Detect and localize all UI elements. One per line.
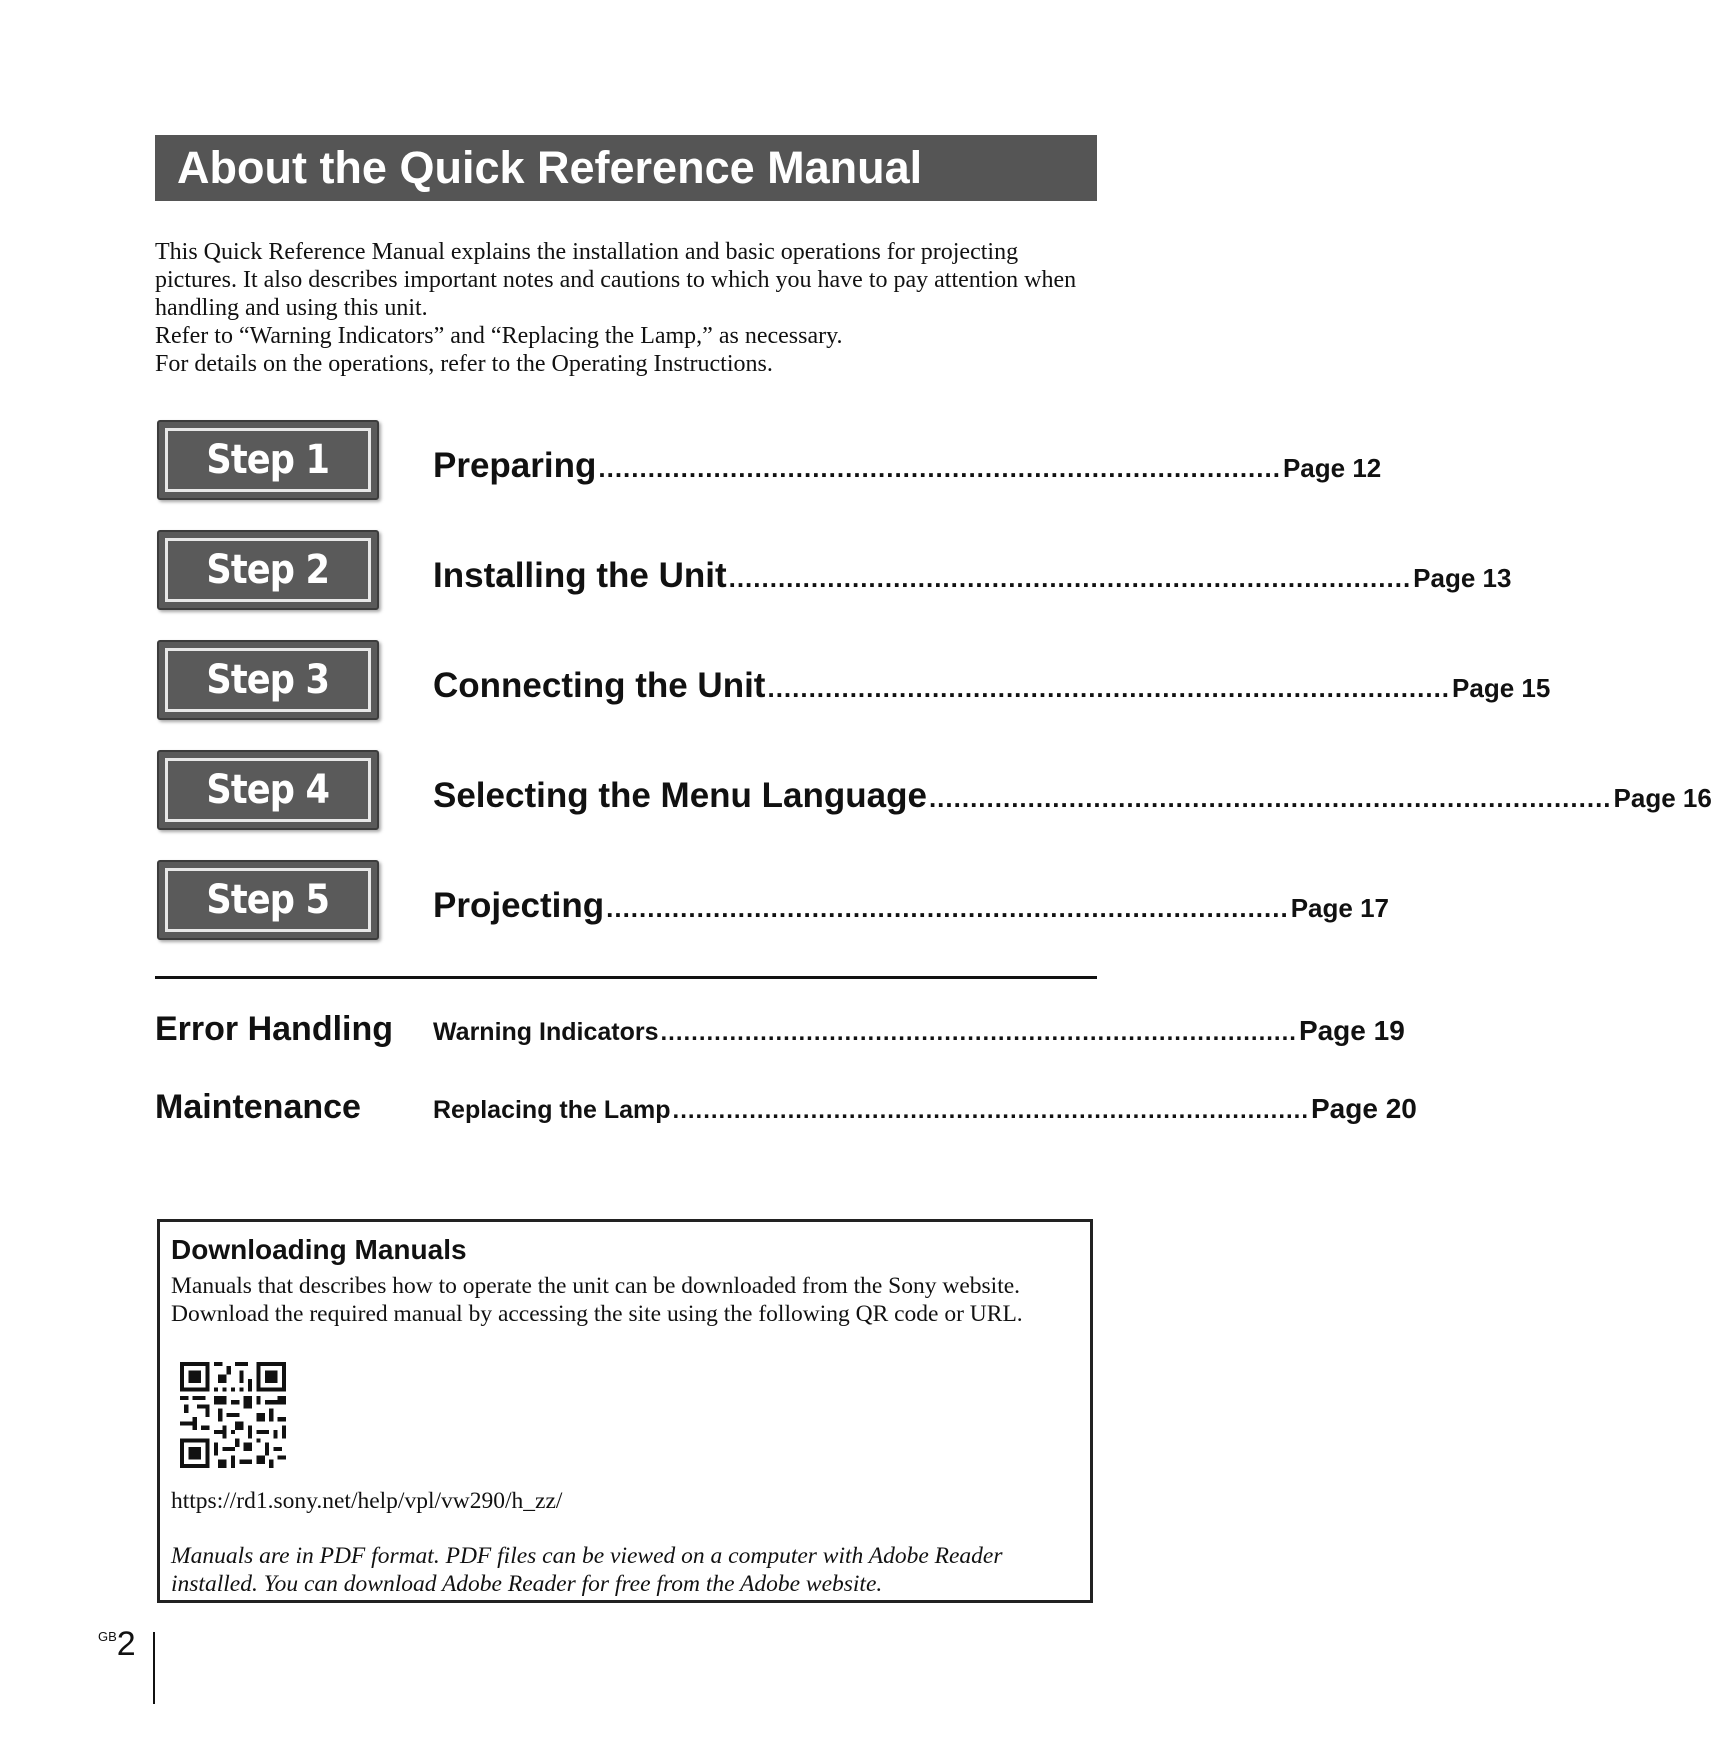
step-badge	[157, 860, 379, 940]
toc-step-3	[155, 638, 1551, 722]
toc-maintenance	[155, 1083, 1417, 1133]
toc-page: Page 15	[1452, 673, 1551, 703]
page-title: About the Quick Reference Manual	[155, 135, 1097, 201]
page-region-code: GB	[98, 1629, 117, 1644]
toc-leader: ...................................................................................	[928, 783, 1612, 813]
toc-title: Replacing the Lamp	[433, 1096, 671, 1124]
toc-leader: ...................................................................................	[767, 673, 1451, 703]
intro-line: handling and using this unit.	[155, 295, 428, 321]
download-note-line: Manuals are in PDF format. PDF files can be viewed on a computer with Adobe Reader	[171, 1543, 1003, 1569]
toc-leader: ...................................................................................	[660, 1019, 1297, 1046]
intro-line: This Quick Reference Manual explains the installation and basic operations for projecting	[155, 239, 1019, 265]
toc-leader: ...................................................................................	[606, 893, 1289, 923]
toc-category: Maintenance	[155, 1088, 361, 1126]
toc-leader: ...................................................................................	[672, 1097, 1309, 1124]
intro-line: Refer to “Warning Indicators” and “Replacing the Lamp,” as necessary.	[155, 323, 843, 349]
toc-page: Page 17	[1290, 893, 1389, 923]
step-label: Step 1	[206, 437, 330, 483]
page-number-value: 2	[116, 1625, 136, 1663]
toc-title: Preparing	[433, 446, 597, 485]
download-body-line: Download the required manual by accessing the site using the following QR code or URL.	[171, 1301, 1023, 1327]
toc-category: Error Handling	[155, 1010, 394, 1048]
step-badge	[157, 530, 379, 610]
toc-title: Installing the Unit	[433, 556, 727, 595]
step-label: Step 5	[206, 877, 330, 923]
page-margin-rule	[153, 1632, 155, 1704]
qr-code-icon[interactable]	[180, 1362, 286, 1468]
toc-title: Selecting the Menu Language	[433, 776, 927, 815]
download-manuals-box	[157, 1219, 1093, 1603]
toc-leader: ...................................................................................	[598, 453, 1281, 483]
toc-page: Page 13	[1413, 563, 1512, 593]
step-badge	[157, 640, 379, 720]
download-body-line: Manuals that describes how to operate the unit can be downloaded from the Sony website.	[171, 1273, 1021, 1299]
toc-leader: ...................................................................................	[728, 563, 1412, 593]
toc-step-1	[155, 418, 1382, 502]
step-label: Step 3	[206, 657, 330, 703]
toc-step-2	[155, 528, 1512, 612]
intro-line: For details on the operations, refer to the Operating Instructions.	[155, 351, 773, 377]
step-badge	[157, 750, 379, 830]
download-note-line: installed. You can download Adobe Reader for free from the Adobe website.	[171, 1571, 883, 1597]
toc-step-4	[155, 748, 1712, 832]
page-number	[98, 1625, 136, 1664]
toc-title: Warning Indicators	[433, 1018, 659, 1046]
download-body	[171, 1272, 1076, 1328]
toc-error-handling	[155, 1005, 1405, 1055]
toc-page: Page 12	[1282, 453, 1382, 483]
intro-line: pictures. It also describes important notes and cautions to which you have to pay attention when	[155, 267, 1077, 293]
download-url-link[interactable]: https://rd1.sony.net/help/vpl/vw290/h_zz/	[171, 1488, 563, 1514]
download-note	[171, 1542, 1076, 1598]
intro-text	[155, 238, 1100, 378]
step-label: Step 4	[206, 767, 330, 813]
toc-title: Connecting the Unit	[433, 666, 766, 705]
step-badge	[157, 420, 379, 500]
toc-step-5	[155, 858, 1389, 942]
step-label: Step 2	[206, 547, 330, 593]
toc-page: Page 20	[1311, 1093, 1417, 1124]
toc-title: Projecting	[433, 886, 605, 925]
toc-page: Page 19	[1298, 1015, 1405, 1046]
section-divider	[155, 976, 1097, 979]
toc-page: Page 16	[1613, 783, 1712, 813]
download-title: Downloading Manuals	[171, 1234, 467, 1265]
